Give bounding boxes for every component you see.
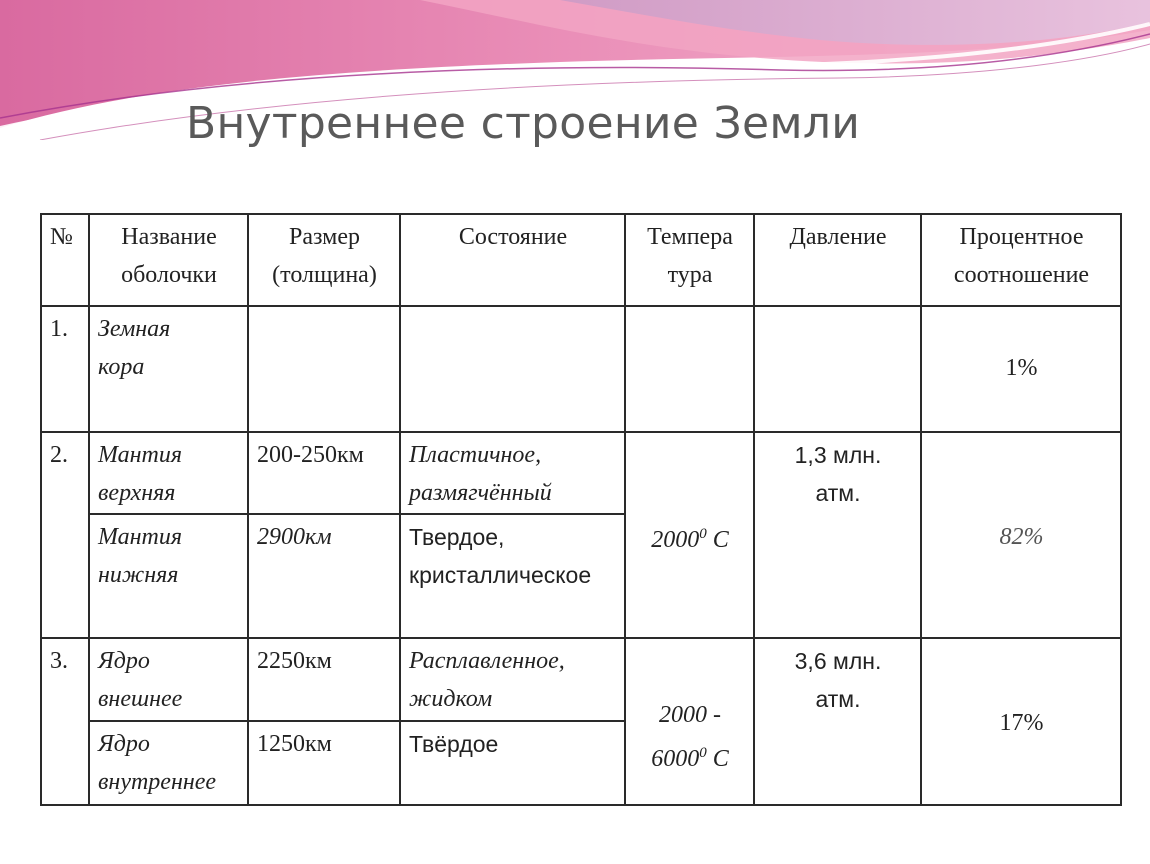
header-state: Состояние [400,214,625,306]
crust-pressure [754,306,921,432]
lower-mantle-size: 2900км [248,514,400,638]
crust-temperature [625,306,754,432]
upper-mantle-size: 200-250км [248,432,400,514]
core-percent: 17% [921,638,1121,805]
crust-percent: 1% [921,306,1121,432]
table-row-crust [41,306,1121,432]
header-temperature: Темпера тура [625,214,754,306]
upper-mantle-name: Мантия верхняя [89,432,248,514]
core-pressure: 3,6 млн. атм. [754,638,921,805]
mantle-temperature: 2000$^0$ С [625,432,754,638]
inner-core-size: 1250км [248,721,400,805]
table-row-outer-core [41,638,1121,721]
inner-core-name: Ядро внутреннее [89,721,248,805]
core-number: 3. [41,638,89,805]
header-percent: Процентное соотношение [921,214,1121,306]
crust-name: Земная кора [89,306,248,432]
inner-core-state: Твёрдое [400,721,625,805]
header-number: № [41,214,89,306]
lower-mantle-name: Мантия нижняя [89,514,248,638]
outer-core-state: Расплавленное, жидком [400,638,625,721]
header-row [41,214,1121,306]
crust-size [248,306,400,432]
mantle-percent: 82% [921,432,1121,638]
mantle-number: 2. [41,432,89,638]
header-pressure: Давление [754,214,921,306]
core-temperature: 2000 - 6000$^0$ С [625,638,754,805]
table-row-upper-mantle [41,432,1121,514]
header-shell-name: Название оболочки [89,214,248,306]
earth-structure-table [40,213,1122,806]
outer-core-size: 2250км [248,638,400,721]
upper-mantle-state: Пластичное, размягчённый [400,432,625,514]
slide-title: Внутреннее строение Земли [186,98,861,149]
crust-state [400,306,625,432]
outer-core-name: Ядро внешнее [89,638,248,721]
mantle-pressure: 1,3 млн. атм. [754,432,921,638]
crust-number: 1. [41,306,89,432]
header-size: Размер (толщина) [248,214,400,306]
lower-mantle-state: Твердое, кристаллическое [400,514,625,638]
